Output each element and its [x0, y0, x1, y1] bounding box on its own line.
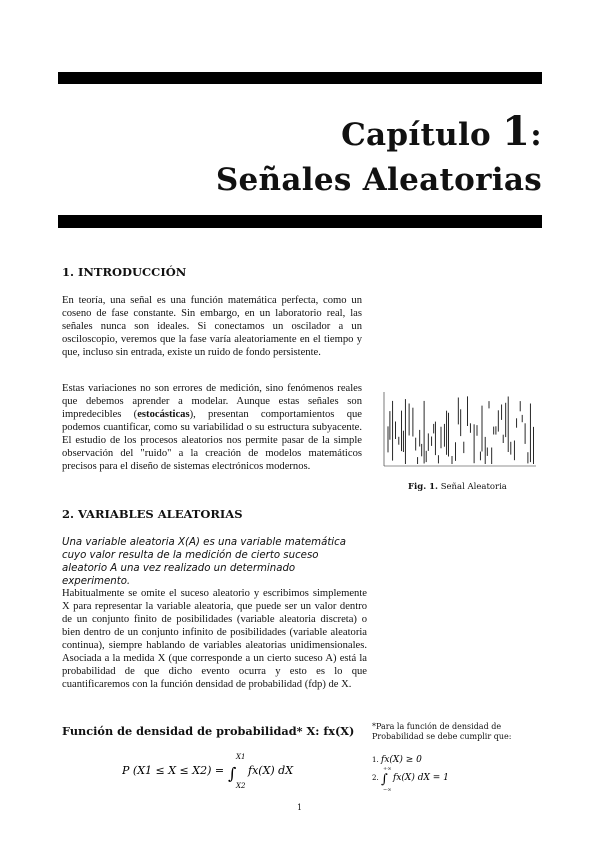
- svg-text:fx(X) dX: fx(X) dX: [248, 764, 294, 777]
- pdf-heading: Función de densidad de probabilidad* X: fx(X): [62, 724, 355, 738]
- variables-paragraph: Habitualmente se omite el suceso aleatorio y escribimos simplemente X para representar la variable aleatoria, que puede ser un valor dentro de un conjunto finito de posibilidades (variable aleatoria discreta) o bien dentro de un conjunto infinito de posibilidades (variable aleatoria continua), siempre hablando de variables aleatorias unidimensionales. Asociada a la medida X (que corresponde a un cierto suceso A) está la probabilidad de que dicho evento ocurra y esto es lo que cuantificaremos con la función densidad de probabilidad (fdp) de X.: [62, 588, 367, 690]
- chapter-title: Señales Aleatorias: [215, 162, 542, 198]
- intro-paragraph-2: Estas variaciones no son errores de medición, sino fenómenos reales que debemos aprender a modelar. Aunque estas señales son impredecibles (estocásticas), presentan comportamientos que podemos cuantificar, como su variabilidad o su estructura subyacente. El estudio de los procesos aleatorios nos permite pasar de la simple observación del "ruido" a la creación de modelos matemáticos precisos para el diseño de sistemas electrónicos modernos.: [62, 383, 362, 472]
- chapter-number: 1: [502, 108, 531, 155]
- random-signal-figure: [376, 388, 541, 474]
- svg-text:+∞: +∞: [383, 766, 392, 772]
- svg-text:fx(X) dX = 1: fx(X) dX = 1: [393, 773, 449, 783]
- svg-text:2.: 2.: [372, 774, 379, 782]
- random-variable-definition: Una variable aleatoria X(A) es una variable matemática cuyo valor resulta de la medición de cierto suceso aleatorio A una vez realizado un determinado experimento.: [62, 537, 346, 587]
- top-rule: [58, 72, 542, 84]
- stochastic-term: estocásticas: [137, 409, 190, 420]
- chapter-label: Capítulo 1:: [341, 108, 542, 155]
- svg-text:−∞: −∞: [383, 787, 392, 792]
- variables-heading: 2. VARIABLES ALEATORIAS: [62, 507, 243, 521]
- pdf-condition-1: [372, 751, 482, 765]
- intro-heading: 1. INTRODUCCIÓN: [62, 265, 187, 279]
- svg-text:X1: X1: [236, 753, 246, 761]
- intro-paragraph-1: En teoría, una señal es una función matemática perfecta, como un coseno de fase constante. Sin embargo, en un laboratorio real, las señales nunca son ideales. Si conectamos un oscilador a un osciloscopio, veremos que la fase varía aleatoriamente en el tiempo y que, incluso sin entrada, existe un ruido de fondo persistente.: [62, 295, 362, 358]
- pdf-condition-2: [370, 764, 480, 792]
- figure-caption: Fig. 1. Señal Aleatoria: [408, 482, 507, 492]
- svg-text:1.: 1.: [372, 756, 379, 764]
- page-number: 1: [297, 803, 303, 812]
- svg-text:∫: ∫: [381, 772, 388, 787]
- pdf-conditions-note: *Para la función de densidad de Probabilidad se debe cumplir que:: [372, 722, 512, 741]
- probability-formula: [122, 753, 322, 789]
- svg-text:X2: X2: [236, 782, 246, 789]
- bottom-rule: [58, 215, 542, 228]
- svg-text:fx(X) ≥ 0: fx(X) ≥ 0: [381, 755, 422, 765]
- svg-text:∫: ∫: [228, 764, 237, 783]
- svg-text:P (X1 ≤ X ≤ X2) =: P (X1 ≤ X ≤ X2) =: [122, 764, 225, 777]
